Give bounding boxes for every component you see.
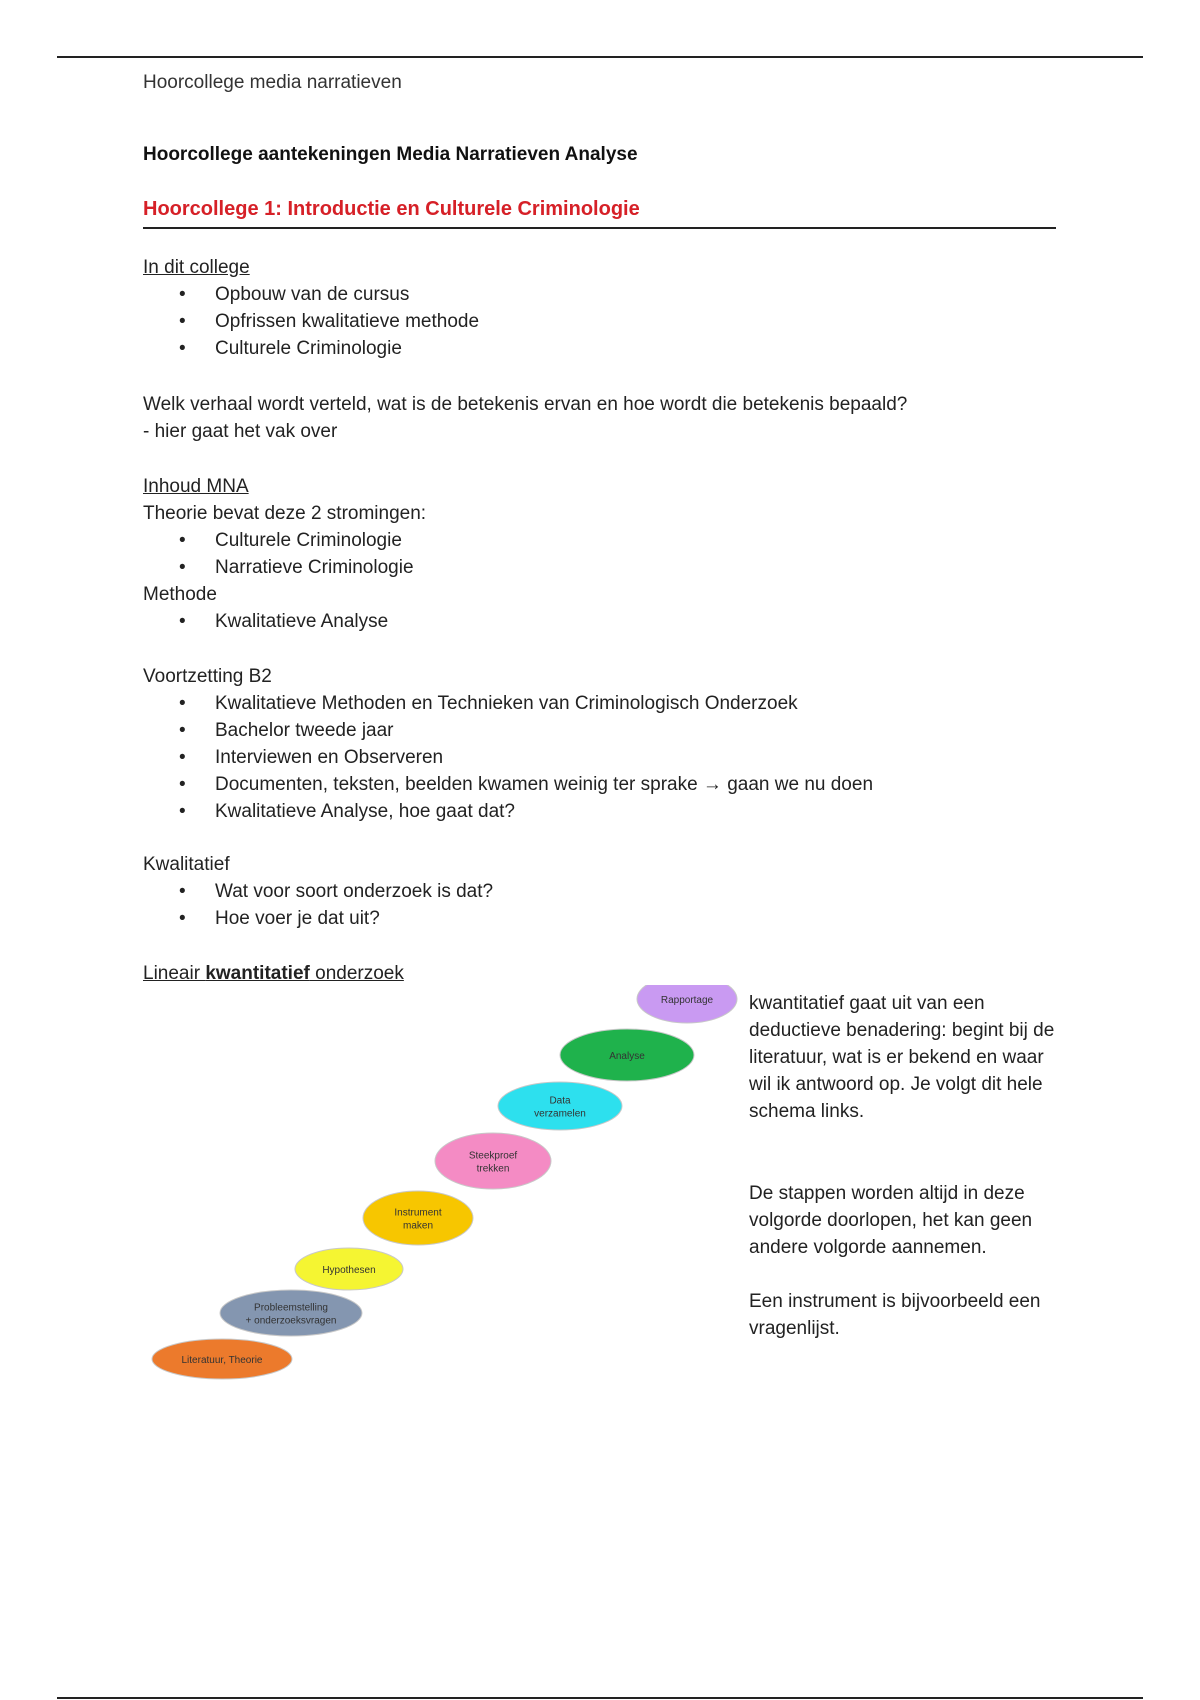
question-note: - hier gaat het vak over [143,421,338,442]
side-paragraph: Een instrument is bijvoorbeeld een vragenlijst. [749,1291,1041,1339]
section-heading: In dit college [143,257,250,278]
step-label: Literatuur, Theorie [181,1355,263,1366]
diagram-step [152,1339,292,1379]
diagram-step [435,1133,551,1189]
running-header: Hoorcollege media narratieven [143,72,402,93]
diagram-step [295,1248,403,1290]
step-label: Data [549,1095,571,1107]
bullet-list [143,281,479,362]
list-item: • Opbouw van de cursus [143,281,479,308]
method-label: Methode [143,584,217,605]
heading-suffix: onderzoek [309,963,404,984]
step-label: Rapportage [660,995,714,1006]
side-note-deductive [749,990,1059,1125]
list-item: • Hoe voer je dat uit? [143,905,493,932]
section-heading: Inhoud MNA [143,476,249,497]
diagram-step [498,1082,622,1130]
theory-intro: Theorie bevat deze 2 stromingen: [143,503,427,524]
list-item: • Interviewen en Observeren [143,744,873,771]
list-item: • Culturele Criminologie [143,527,426,554]
bullet-list [143,690,873,825]
diagram-step [220,1290,362,1336]
heading-prefix: Lineair [143,963,206,984]
lecture-heading-rule [143,227,1056,229]
list-item: • Kwalitatieve Analyse, hoe gaat dat? [143,798,873,825]
section-central-question [143,391,907,445]
side-paragraph: De stappen worden altijd in deze volgorde doorlopen, het kan geen andere volgorde aannemen. [749,1183,1033,1258]
side-note-order [749,1180,1059,1261]
diagram-step [637,985,737,1023]
bullet-list [143,608,426,635]
bullet-list [143,527,426,581]
list-item: • Wat voor soort onderzoek is dat? [143,878,493,905]
question-line: Welk verhaal wordt verteld, wat is de betekenis ervan en hoe wordt die betekenis bepaald? [143,394,908,415]
section-inhoud-mna [143,473,426,635]
section-kwalitatief [143,851,493,932]
bullet-list [143,878,493,932]
section-heading: Kwalitatief [143,854,230,875]
quantitative-steps-diagram [143,985,738,1380]
top-rule [57,56,1143,58]
diagram-step [560,1029,694,1081]
list-item: • Culturele Criminologie [143,335,479,362]
heading-bold: kwantitatief [205,963,310,984]
page-title: Hoorcollege aantekeningen Media Narratieven Analyse [143,144,638,165]
step-label: trekken [476,1163,510,1175]
step-label: Hypothesen [322,1265,376,1276]
step-label: + onderzoeksvragen [245,1315,337,1327]
list-item: • Opfrissen kwalitatieve methode [143,308,479,335]
bottom-rule [57,1697,1143,1699]
step-label: maken [402,1220,434,1232]
list-item: • Documenten, teksten, beelden kwamen weinig ter sprake → gaan we nu doen [143,771,873,798]
list-item: • Kwalitatieve Methoden en Technieken van Criminologisch Onderzoek [143,690,873,717]
steps-svg [143,985,738,1380]
step-label: Analyse [609,1051,645,1062]
section-voortzetting-b2 [143,663,873,825]
list-item: • Bachelor tweede jaar [143,717,873,744]
section-heading: Voortzetting B2 [143,666,272,687]
section-heading [143,960,404,987]
step-label: Instrument [394,1207,442,1219]
section-lineair-heading [143,960,404,987]
list-item: • Kwalitatieve Analyse [143,608,426,635]
list-item: • Narratieve Criminologie [143,554,426,581]
lecture-heading: Hoorcollege 1: Introductie en Culturele Criminologie [143,198,640,220]
step-label: verzamelen [534,1108,586,1120]
diagram-step [363,1191,473,1245]
side-paragraph: kwantitatief gaat uit van een deductieve benadering: begint bij de literatuur, wat is er bekend en waar wil ik antwoord op. Je volgt dit hele schema links. [749,993,1055,1122]
side-note-instrument [749,1288,1059,1342]
step-label: Probleemstelling [254,1302,328,1314]
section-in-dit-college [143,254,479,362]
step-label: Steekproef [468,1150,518,1162]
